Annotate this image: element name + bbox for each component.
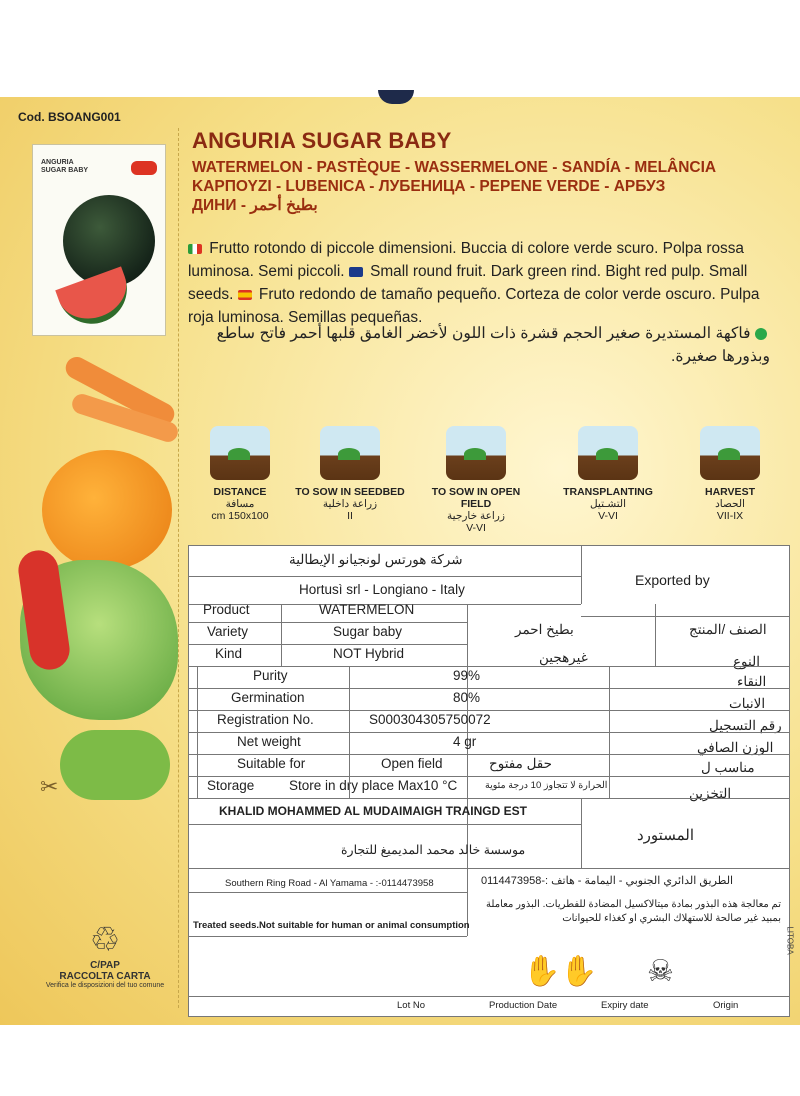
row-kind-key: Kind bbox=[215, 646, 243, 661]
row-kind-value: NOT Hybrid bbox=[333, 646, 405, 661]
watermelon-slice-image bbox=[55, 266, 137, 333]
row-germination-key: Germination bbox=[231, 690, 305, 705]
divider bbox=[189, 936, 467, 937]
italy-flag-icon bbox=[188, 244, 202, 254]
description-es: Fruto redondo de tamaño pequeño. Corteza de color verde oscuro. Pulpa roja luminosa. Semillas pequeñas. bbox=[188, 286, 760, 326]
row-purity-key-ar: النقاء bbox=[737, 674, 767, 689]
company-name: Hortusì srl - Longiano - Italy bbox=[299, 582, 465, 597]
row-storage-key-ar: التخزين bbox=[689, 786, 732, 801]
thumb-title-line2: SUGAR BABY bbox=[41, 167, 89, 174]
divider bbox=[189, 798, 789, 799]
icon-label-ar: الحصاد bbox=[715, 498, 745, 510]
icon-value: V-VI bbox=[466, 522, 486, 534]
exported-by: Exported by bbox=[635, 572, 710, 588]
recycling-code: C/PAP bbox=[90, 960, 120, 971]
pumpkin-image bbox=[42, 450, 172, 570]
divider bbox=[467, 604, 468, 936]
label-card bbox=[188, 545, 790, 1017]
icon-label: TO SOW IN OPEN FIELD bbox=[431, 486, 521, 510]
icon-harvest bbox=[670, 420, 790, 522]
importer-address-ar: الطريق الدائري الجنوبي - اليمامة - هاتف :-0114473958 bbox=[481, 875, 734, 887]
treated-warning: Treated seeds.Not suitable for human or animal consumption bbox=[193, 920, 470, 931]
icon-value: cm 150x100 bbox=[211, 510, 269, 522]
vertical-code: LITOBA bbox=[785, 926, 795, 955]
footer-production-date: Production Date bbox=[489, 1000, 558, 1011]
divider bbox=[189, 868, 789, 869]
company-ar: شركة هورتس لونجيانو الإيطالية bbox=[289, 552, 463, 567]
harvest-basket-icon bbox=[700, 426, 760, 480]
names-line-2: ΚΑΡΠΟΥΖΙ - LUBENICA - ЛУБЕНИЦА - PEPENE VERDE - АРБУЗ bbox=[192, 178, 666, 195]
packet-thumbnail bbox=[32, 144, 166, 336]
icon-label-ar: زراعة خارجية bbox=[447, 510, 505, 522]
row-registration-value: S000304305750072 bbox=[369, 712, 491, 727]
row-registration-key-ar: رقم التسجيل bbox=[709, 718, 782, 733]
row-purity-key: Purity bbox=[253, 668, 288, 683]
divider bbox=[349, 666, 350, 798]
scissors-icon: ✂ bbox=[40, 774, 59, 799]
row-kind-key-ar: النوع bbox=[733, 654, 760, 669]
importer-label-ar: المستورد bbox=[637, 827, 694, 844]
cultivation-icons bbox=[180, 420, 790, 534]
icon-seedbed bbox=[290, 420, 410, 522]
icon-transplanting bbox=[548, 420, 668, 522]
divider bbox=[197, 666, 198, 798]
row-storage-value: Store in dry place Max10 °C bbox=[289, 778, 458, 793]
divider bbox=[189, 754, 789, 755]
icon-value: VII-IX bbox=[716, 510, 744, 522]
recycling-line1: RACCOLTA CARTA bbox=[59, 971, 151, 982]
row-kind-value-ar: غيرهجين bbox=[539, 650, 588, 665]
names-line-1: WATERMELON - PASTÈQUE - WASSERMELONE - SANDÍA - MELÂNCIA bbox=[192, 159, 717, 176]
description-it: Frutto rotondo di piccole dimensioni. Buccia di colore verde scuro. Polpa rossa luminosa. Semi piccoli. bbox=[188, 240, 744, 280]
row-germination-value: 80% bbox=[453, 690, 481, 705]
brand-logo-icon bbox=[131, 161, 157, 175]
divider bbox=[189, 776, 789, 777]
names-line-3: ДИНИ - بطيخ أحمر bbox=[192, 197, 318, 214]
row-suitable-key-ar: مناسب ل bbox=[701, 760, 755, 775]
row-netweight-key: Net weight bbox=[237, 734, 301, 749]
vegetables-illustration bbox=[20, 370, 178, 810]
row-variety-key-ar: الصنف /المنتج bbox=[689, 622, 767, 637]
row-suitable-value-ar: حقل مفتوح bbox=[489, 756, 552, 771]
importer-address: Southern Ring Road - Al Yamama - :-0114473958 bbox=[225, 878, 434, 889]
distance-icon bbox=[210, 426, 270, 480]
row-suitable-value: Open field bbox=[381, 756, 443, 771]
arabic-flag-icon bbox=[755, 328, 767, 340]
divider bbox=[609, 666, 610, 798]
sowing-hand-icon bbox=[446, 426, 506, 480]
product-code: Cod. BSOANG001 bbox=[18, 110, 121, 124]
skull-hazard-icon: ☠ bbox=[647, 955, 674, 988]
divider bbox=[189, 996, 789, 997]
product-title: ANGURIA SUGAR BABY bbox=[192, 128, 452, 153]
uk-flag-icon bbox=[349, 267, 363, 277]
greenhouse-icon bbox=[320, 426, 380, 480]
row-netweight-value: 4 gr bbox=[453, 734, 477, 749]
row-product-value: WATERMELON bbox=[319, 602, 415, 617]
product-names bbox=[192, 158, 716, 215]
recycling-info bbox=[40, 920, 170, 989]
footer-expiry-date: Expiry date bbox=[601, 1000, 649, 1011]
recycling-icon: ♲ bbox=[89, 921, 121, 959]
divider bbox=[189, 644, 467, 645]
description bbox=[188, 237, 770, 329]
importer-name-ar: موسسة خالد محمد المديميغ للتجارة bbox=[341, 843, 526, 857]
spain-flag-icon bbox=[238, 290, 252, 300]
footer-origin: Origin bbox=[713, 1000, 739, 1011]
importer-name: KHALID MOHAMMED AL MUDAIMAIGH TRAINGD EST bbox=[219, 804, 527, 818]
row-storage-value-ar: الحرارة لا تتجاوز 10 درجة مئوية bbox=[485, 780, 608, 791]
thumb-title-line1: ANGURIA bbox=[41, 159, 74, 166]
divider bbox=[281, 604, 282, 666]
row-registration-key: Registration No. bbox=[217, 712, 314, 727]
divider bbox=[189, 710, 789, 711]
icon-label-ar: التشـتيل bbox=[589, 498, 627, 510]
cut-line bbox=[178, 128, 179, 1008]
divider bbox=[189, 576, 581, 577]
divider bbox=[581, 546, 582, 604]
footer-lot: Lot No bbox=[397, 1000, 425, 1011]
icon-open-field bbox=[416, 420, 536, 534]
icon-distance bbox=[180, 420, 300, 522]
row-storage-key: Storage bbox=[207, 778, 255, 793]
row-product-key: Product bbox=[203, 602, 250, 617]
icon-value: II bbox=[347, 510, 353, 522]
gloves-icon: ✋✋ bbox=[523, 955, 598, 988]
icon-label: TRANSPLANTING bbox=[563, 486, 653, 498]
icon-label: HARVEST bbox=[705, 486, 755, 498]
description-arabic-block bbox=[188, 322, 770, 368]
divider bbox=[655, 604, 656, 666]
description-ar: فاكهة المستديرة صغير الحجم قشرة ذات اللون لأخضر الغامق قلبها أحمر فاتح ساطع وبذورها صغيرة. bbox=[216, 325, 770, 365]
row-variety-value-ar: بطيخ احمر bbox=[515, 622, 574, 637]
divider bbox=[189, 622, 467, 623]
divider bbox=[189, 688, 789, 689]
divider bbox=[581, 798, 582, 868]
row-variety-value: Sugar baby bbox=[333, 624, 403, 639]
icon-label: TO SOW IN SEEDBED bbox=[295, 486, 405, 498]
divider bbox=[189, 732, 789, 733]
icon-label-ar: مسافة bbox=[225, 498, 255, 510]
divider bbox=[189, 824, 581, 825]
row-suitable-key: Suitable for bbox=[237, 756, 306, 771]
icon-label-ar: زراعة داخلية bbox=[322, 498, 378, 510]
treated-warning-ar: تم معالجة هذه البذور بمادة ميتالاكسيل المضادة للفطريات. البذور معاملة بمبيد غير صالحة للاستهلاك البشري او كغذاء للحيوانات bbox=[486, 899, 781, 924]
description-en: Small round fruit. Dark green rind. Bight red pulp. Small seeds. bbox=[188, 263, 748, 303]
divider bbox=[189, 892, 467, 893]
thumb-title bbox=[41, 159, 88, 175]
icon-value: V-VI bbox=[598, 510, 618, 522]
peas-image bbox=[60, 730, 170, 800]
row-netweight-key-ar: الوزن الصافي bbox=[697, 740, 774, 755]
divider bbox=[581, 616, 789, 617]
row-purity-value: 99% bbox=[453, 668, 481, 683]
recycling-line2: Verifica le disposizioni del tuo comune bbox=[45, 982, 165, 989]
divider bbox=[189, 666, 789, 667]
icon-label: DISTANCE bbox=[213, 486, 267, 498]
transplanting-icon bbox=[578, 426, 638, 480]
row-variety-key: Variety bbox=[207, 624, 249, 639]
row-germination-key-ar: الانبات bbox=[729, 696, 766, 711]
